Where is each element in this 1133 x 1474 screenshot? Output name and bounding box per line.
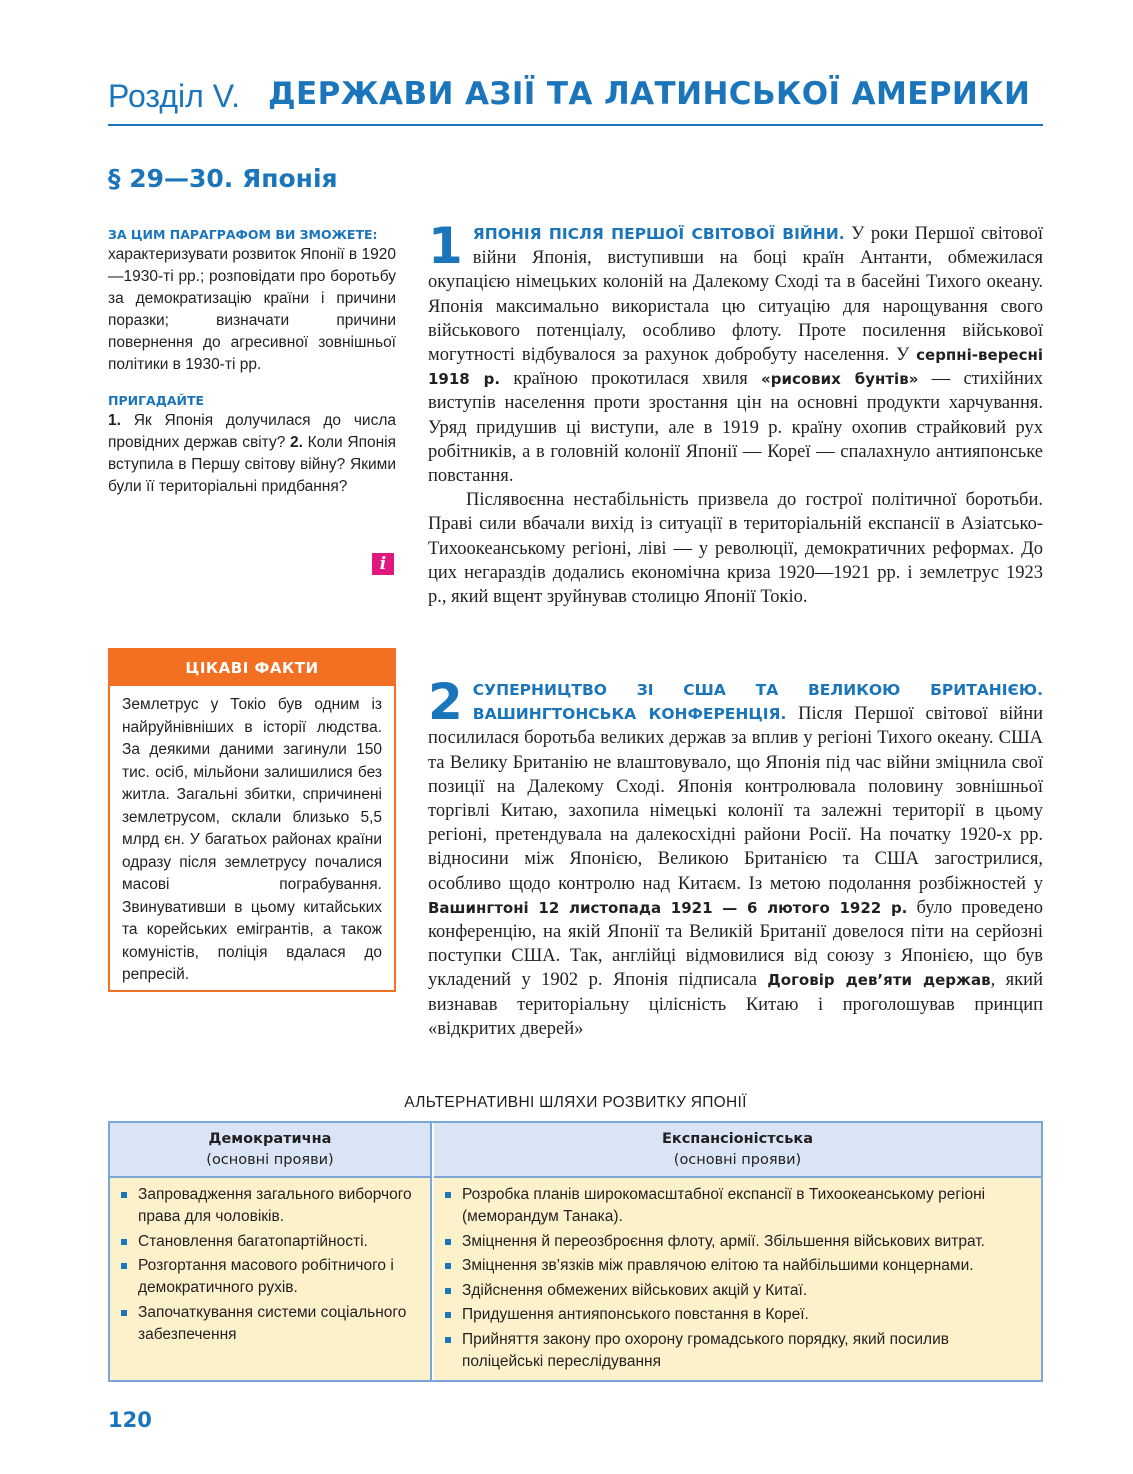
list-item-text: Зміцнення зв’язків між правлячою елітою та найбільшими концернами. xyxy=(462,1257,974,1274)
part-1-bold-date: серпні-вересні 1918 р. xyxy=(428,346,1043,389)
question-1-number: 1. xyxy=(108,412,121,429)
list-item-text: Здійснення обмежених військових акцій у Китаї. xyxy=(462,1281,808,1299)
bullet-icon xyxy=(445,1312,451,1318)
question-1-text: Як Японія долучилася до числа провідних держав світу? xyxy=(108,412,396,451)
part-1-text-c: — стихійних виступів населення проти зростання цін на основні продукти харчування. Уряд придушив ці виступи, але в 1919 р. країну охопив страйковий рух робітників, а в головній колонії Японії — Кореї — спалахнуло антияпонське повстання. xyxy=(428,369,1044,487)
bullet-icon xyxy=(121,1192,127,1198)
bullet-icon xyxy=(121,1239,127,1245)
table-header-democratic xyxy=(110,1123,432,1176)
part-1-text-b: країною прокотилася хвиля xyxy=(500,369,762,390)
remember-heading: ПРИГАДАЙТЕ xyxy=(108,393,205,408)
table-header-democratic-subtitle: (основні прояви) xyxy=(206,1152,334,1168)
bullet-icon xyxy=(121,1310,127,1316)
part-1-paragraph-2: Післявоєнна нестабільність призвела до гострої політичної боротьби. Праві сили вбачали вихід із ситуації в територіальній експансії в Азіатсько-Тихоокеанському регіоні, ліві — у революції, демократичних реформах. До цих негараздів додались економічна криза 1920—1921 рр. і землетрус 1923 р., який вщент зруйнував столицю Японії Токіо. xyxy=(428,490,1043,608)
list-item xyxy=(110,1231,422,1253)
list-item-text: Започаткування системи соціального забезпечення xyxy=(138,1303,407,1343)
info-icon[interactable]: i xyxy=(372,553,394,575)
remember-block xyxy=(108,392,396,498)
part-2-bold-date: Вашингтоні 12 листопада 1921 — 6 лютого 1922 р. xyxy=(428,898,908,917)
list-item xyxy=(434,1255,1033,1277)
part-2-bold-term: Договір дев’яти держав xyxy=(767,971,991,990)
list-item xyxy=(434,1184,1033,1228)
chapter-label: Розділ V. xyxy=(108,78,240,114)
section-title: § 29—30. Японія xyxy=(108,164,338,193)
list-item xyxy=(434,1304,1033,1326)
part-2 xyxy=(428,673,1043,1041)
list-item xyxy=(110,1302,422,1346)
table-caption: АЛЬТЕРНАТИВНІ ШЛЯХИ РОЗВИТКУ ЯПОНІЇ xyxy=(404,1094,747,1111)
question-2-text: Коли Японія вступила в Першу світову війну? Якими були її територіальні придбання? xyxy=(108,434,396,495)
list-item-text: Становлення багатопартійності. xyxy=(138,1232,368,1250)
table-header-democratic-title: Демократична xyxy=(208,1131,332,1147)
list-item xyxy=(434,1329,1033,1373)
part-1-paragraph-1 xyxy=(428,217,1044,488)
remember-questions xyxy=(108,410,396,498)
list-item xyxy=(110,1184,422,1228)
table-header-expansionist-subtitle: (основні прояви) xyxy=(673,1152,802,1168)
part-2-number: 2 xyxy=(428,673,463,731)
part-2-text-c: , який визнавав територіальну цілісність Китаю і проголошував принцип «відкритих дверей» xyxy=(428,970,1043,1039)
interesting-facts-heading: ЦІКАВІ ФАКТИ xyxy=(110,650,394,686)
bullet-icon xyxy=(121,1263,127,1269)
page-number: 120 xyxy=(108,1408,152,1432)
list-item-text: Прийняття закону про охорону громадського порядку, який посилив поліцейські переслідування xyxy=(462,1330,949,1370)
part-1-text-a: У роки Першої світової війни Японія, виступивши на боці країн Антанти, обмежилася окупацією німецьких колоній на Далекому Сході та в басейні Тихого океану. Японія максимально використала цю ситуацію для нарощування свого військового потенціалу, особливо флоту. Проте посилення військової могутності відбувалося за рахунок добробуту населення. У xyxy=(428,224,1043,366)
part-1 xyxy=(428,217,1044,609)
part-1-bold-term: «рисових бунтів» xyxy=(761,370,919,389)
part-1-heading: ЯПОНІЯ ПІСЛЯ ПЕРШОЇ СВІТОВОЇ ВІЙНИ. xyxy=(472,225,845,243)
learning-goals xyxy=(108,226,396,376)
list-item-text: Розробка планів широкомасштабної експансії в Тихоокеанському регіоні (меморандум Танака). xyxy=(462,1186,986,1225)
part-2-heading: СУПЕРНИЦТВО ЗІ США ТА ВЕЛИКОЮ БРИТАНІЄЮ. ВАШИНГТОНСЬКА КОНФЕРЕНЦІЯ. xyxy=(472,681,1043,724)
table-cell-democratic xyxy=(110,1176,432,1380)
question-2-number: 2. xyxy=(290,434,303,451)
alternatives-table xyxy=(108,1121,1043,1382)
part-2-text-b: було проведено конференцію, на якій Японії та Великій Британії довелося піти на серйозні поступки США. Так, англійці відмовилися від союзу з Японією, що був укладений у 1902 р. Японія підписала xyxy=(428,897,1043,991)
part-2-paragraph-1 xyxy=(428,673,1043,1041)
interesting-facts-text: Землетрус у Токіо був одним із найруйнівніших в історії людства. За деякими даними загинули 150 тис. осіб, мільйони залишилися без житла. Загальні збитки, спричинені землетрусом, склали близько 5,5 млрд єн. У багатьох районах країни одразу після землетрусу почалися масові пограбування. Звинувативши в цьому китайських та корейських емігрантів, а також комуністів, поліція вдалася до репресій. xyxy=(122,696,382,983)
list-item-text: Придушення антияпонського повстання в Кореї. xyxy=(462,1306,809,1323)
bullet-icon xyxy=(445,1263,451,1269)
chapter-header xyxy=(108,74,1043,126)
bullet-icon xyxy=(445,1337,451,1343)
chapter-title: ДЕРЖАВИ АЗІЇ ТА ЛАТИНСЬКОЇ АМЕРИКИ xyxy=(268,76,1031,112)
list-item-text: Запровадження загального виборчого права для чоловіків. xyxy=(138,1186,412,1225)
learning-goals-heading: ЗА ЦИМ ПАРАГРАФОМ ВИ ЗМОЖЕТЕ: xyxy=(108,227,378,242)
table-header-expansionist xyxy=(434,1123,1041,1176)
list-item-text: Зміцнення й переозброєння флоту, армії. Збільшення військових витрат. xyxy=(462,1232,985,1250)
list-item xyxy=(434,1280,1033,1302)
list-item xyxy=(110,1255,422,1299)
interesting-facts-box xyxy=(108,648,396,992)
table-header-expansionist-title: Експансіоністська xyxy=(661,1131,814,1147)
bullet-icon xyxy=(445,1239,451,1245)
bullet-icon xyxy=(445,1288,451,1294)
bullet-icon xyxy=(445,1192,451,1198)
list-item-text: Розгортання масового робітничого і демократичного рухів. xyxy=(138,1257,394,1296)
learning-goals-text: характеризувати розвиток Японії в 1920—1930-ті рр.; розповідати про боротьбу за демократизацію країни і причини поразки; визначати причини повернення до агресивної зовнішньої політики в 1930-ті рр. xyxy=(108,246,396,373)
part-2-text-a: Після Першої світової війни посилилася боротьба великих держав за вплив у регіоні Тихого океану. США та Велику Британію не влаштовувало, що Японія під час війни зміцнила свої позиції на Далекому Сході. Японія контролювала половину зовнішньої торгівлі Китаю, захопила німецькі колонії та залежні території в цьому регіоні, претендувала на далекосхідні райони Росії. На початку 1920-х рр. відносини між Японією, Великою Британією та США загострилися, особливо щодо контролю над Китаєм. Із метою подолання розбіжностей у xyxy=(428,704,1043,894)
part-1-number: 1 xyxy=(428,217,463,275)
table-cell-expansionist xyxy=(434,1176,1041,1380)
list-item xyxy=(434,1231,1033,1253)
